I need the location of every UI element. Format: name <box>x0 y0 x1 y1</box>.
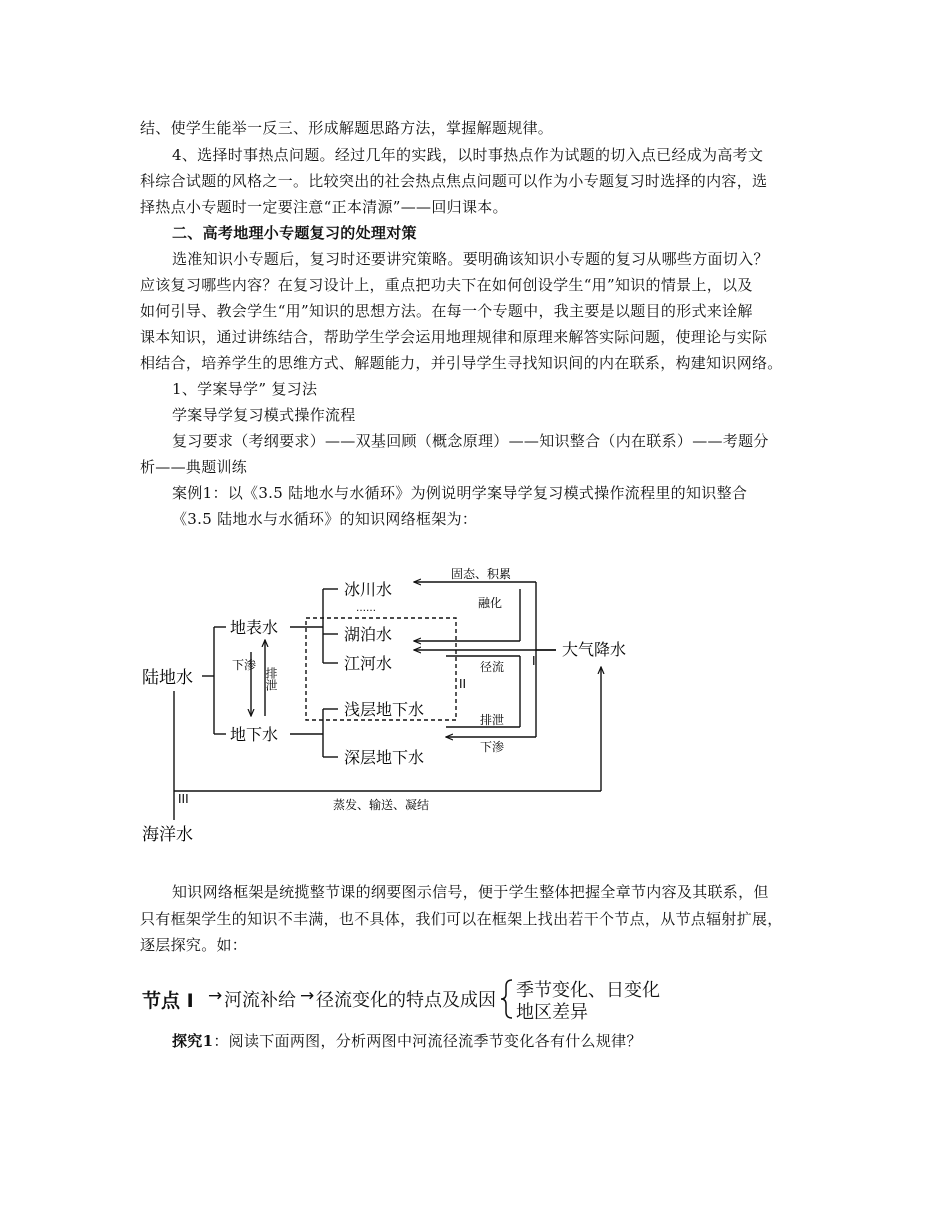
runoff-change-label: 径流变化的特点及成因 <box>316 990 496 1011</box>
label-ground-water: 地下水 <box>230 725 279 744</box>
label-surface-water: 地表水 <box>230 618 279 637</box>
paragraph-line: 择热点小专题时一定要注意“正本清源”——回归课本。 <box>140 198 508 216</box>
label-shallow-groundwater: 浅层地下水 <box>344 700 425 719</box>
label-dots: …… <box>356 603 376 614</box>
label-precipitation: 大气降水 <box>562 640 627 659</box>
paragraph-line: 复习要求（考纲要求）——双基回顾（概念原理）——知识整合（内在联系）——考题分 <box>172 432 769 450</box>
paragraph-line: 案例1：以《3.5 陆地水与水循环》为例说明学案导学复习模式操作流程里的知识整合 <box>172 484 748 502</box>
paragraph-line: 知识网络框架是统揽整节课的纲要图示信号，便于学生整体把握全章节内容及其联系，但 <box>172 883 769 901</box>
paragraph-line: 相结合，培养学生的思维方式、解题能力，并引导学生寻找知识间的内在联系，构建知识网络。 <box>140 354 783 372</box>
label-infiltrate-right: 下渗 <box>480 740 505 754</box>
explore-question <box>172 1031 642 1051</box>
arrow-icon: → <box>300 986 315 1006</box>
paragraph-line: 4、选择时事热点问题。经过几年的实践，以时事热点作为试题的切入点已经成为高考文 <box>172 146 764 164</box>
seasonal-daily-change-label: 季节变化、日变化 <box>516 980 660 1001</box>
paragraph-line: 逐层探究。如： <box>140 936 248 954</box>
explore-text: ：阅读下面两图，分析两图中河流径流季节变化各有什么规律？ <box>213 1032 642 1050</box>
label-lake: 湖泊水 <box>344 625 393 644</box>
regional-difference-label: 地区差异 <box>516 1002 588 1023</box>
label-runoff: 径流 <box>480 660 505 674</box>
explore-label: 探究1 <box>172 1032 214 1050</box>
node-label: 节点 Ⅰ <box>142 990 194 1012</box>
section-heading: 二、高考地理小专题复习的处理对策 <box>172 224 417 242</box>
paragraph-line: 应该复习哪些内容？在复习设计上，重点把功夫下在如何创设学生“用”知识的情景上，以及 <box>140 276 753 294</box>
label-roman-3: III <box>178 792 189 806</box>
paragraph-line: 析——典题训练 <box>140 458 248 476</box>
brace-icon <box>500 978 514 1020</box>
paragraph-line: 学案导学复习模式操作流程 <box>172 406 356 424</box>
paragraph-line: 1、学案导学” 复习法 <box>172 380 318 398</box>
paragraph-line: 科综合试题的风格之一。比较突出的社会热点焦点问题可以作为小专题复习时选择的内容，选 <box>140 172 768 190</box>
label-evaporation: 蒸发、输送、凝结 <box>333 798 430 812</box>
label-discharge-right: 排泄 <box>480 713 505 727</box>
label-ocean: 海洋水 <box>142 825 193 845</box>
paragraph-line: 课本知识，通过讲练结合，帮助学生学会运用地理规律和原理来解答实际问题，使理论与实际 <box>140 328 768 346</box>
paragraph-line: 《3.5 陆地水与水循环》的知识网络框架为： <box>172 510 478 528</box>
label-solid-accumulation: 固态、积累 <box>451 567 512 581</box>
paragraph-line: 只有框架学生的知识不丰满，也不具体，我们可以在框架上找出若干个节点，从节点辐射扩展， <box>140 910 783 928</box>
label-glacier: 冰川水 <box>344 580 393 599</box>
label-river: 江河水 <box>344 654 393 673</box>
label-infiltrate-left: 下渗 <box>232 658 257 672</box>
paragraph-line: 选准知识小专题后，复习时还要讲究策略。要明确该知识小专题的复习从哪些方面切入？ <box>172 250 769 268</box>
label-discharge-left: 排泄 <box>264 667 278 691</box>
arrow-icon: → <box>208 986 223 1006</box>
label-deep-groundwater: 深层地下水 <box>344 748 425 767</box>
paragraph-line: 结、使学生能举一反三、形成解题思路方法，掌握解题规律。 <box>140 119 554 137</box>
river-supply-label: 河流补给 <box>224 990 296 1011</box>
label-roman-2: II <box>459 677 467 691</box>
label-melt: 融化 <box>478 596 503 610</box>
label-roman-1: I <box>532 654 536 668</box>
label-land-water: 陆地水 <box>142 668 193 688</box>
paragraph-line: 如何引导、教会学生“用”知识的思想方法。在每一个专题中，我主要是以题目的形式来诠解 <box>140 302 753 320</box>
